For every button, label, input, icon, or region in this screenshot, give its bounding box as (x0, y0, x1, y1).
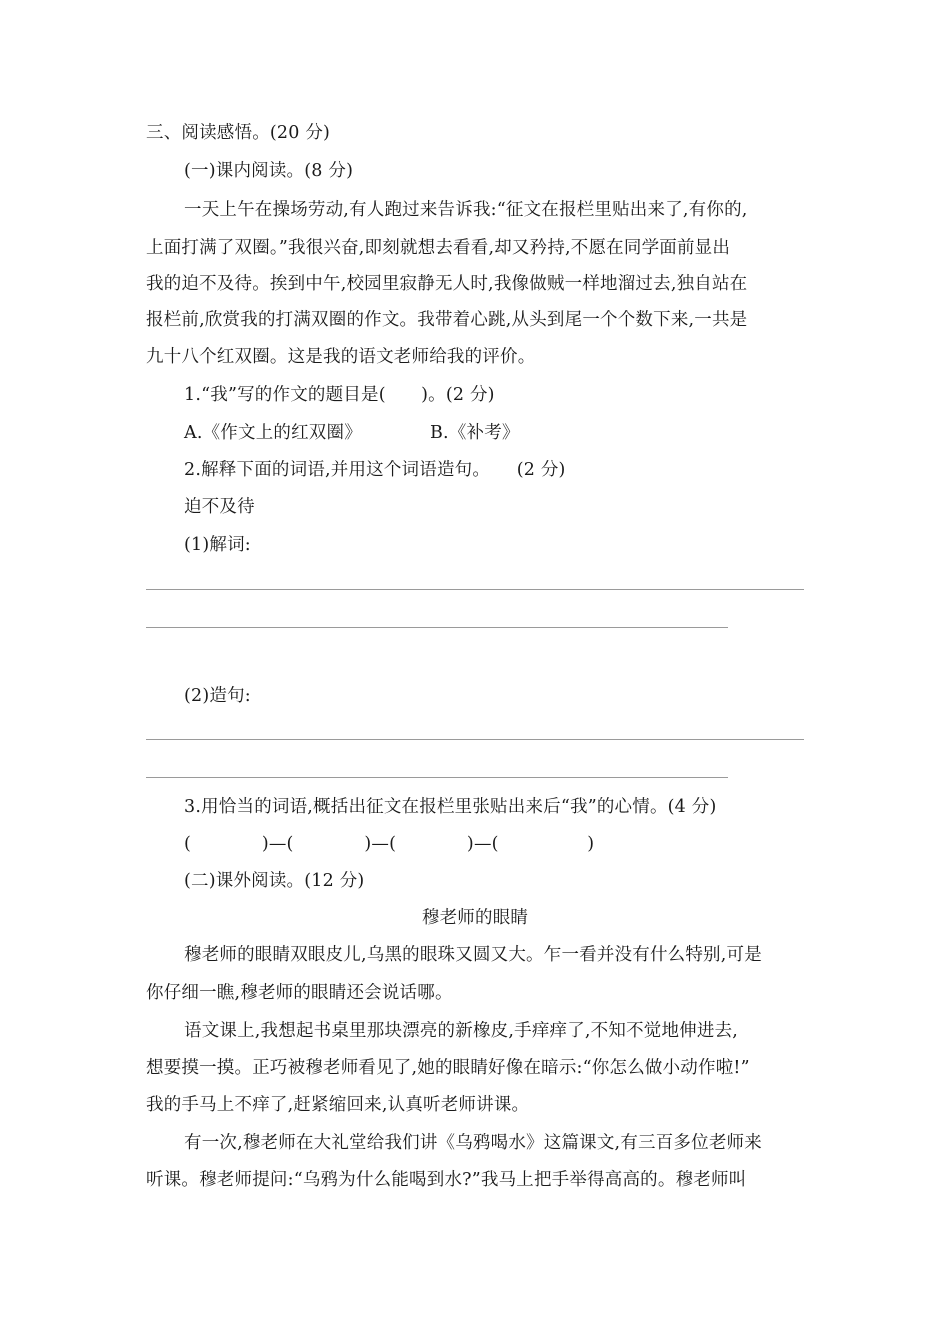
passage-line: 上面打满了双圈。”我很兴奋,即刻就想去看看,却又矜持,不愿在同学面前显出 (146, 238, 731, 258)
question-1-stem: 1.“我”写的作文的题目是( )。(2 分) (184, 385, 495, 405)
sentence-label: (2)造句: (184, 686, 251, 706)
passage-line: 穆老师的眼睛双眼皮儿,乌黑的眼珠又圆又大。乍一看并没有什么特别,可是 (184, 945, 762, 965)
section-heading: 三、阅读感悟。(20 分) (146, 123, 331, 143)
passage-line: 我的迫不及待。挨到中午,校园里寂静无人时,我像做贼一样地溜过去,独自站在 (146, 274, 748, 294)
answer-line[interactable] (146, 777, 728, 778)
question-2-stem: 2.解释下面的词语,并用这个词语造句。 (2 分) (184, 460, 566, 480)
passage-line: 听课。穆老师提问:“乌鸦为什么能喝到水?”我马上把手举得高高的。穆老师叫 (146, 1170, 747, 1190)
part-two-heading: (二)课外阅读。(12 分) (184, 871, 365, 891)
passage-line: 我的手马上不痒了,赶紧缩回来,认真听老师讲课。 (146, 1095, 530, 1115)
passage-line: 你仔细一瞧,穆老师的眼睛还会说话哪。 (146, 983, 453, 1003)
answer-line[interactable] (146, 589, 804, 590)
passage-line: 报栏前,欣赏我的打满双圈的作文。我带着心跳,从头到尾一个个数下来,一共是 (146, 310, 748, 330)
question-3-stem: 3.用恰当的词语,概括出征文在报栏里张贴出来后“我”的心情。(4 分) (184, 797, 717, 817)
passage-line: 一天上午在操场劳动,有人跑过来告诉我:“征文在报栏里贴出来了,有你的, (184, 200, 748, 220)
question-2-word: 迫不及待 (184, 497, 255, 517)
question-3-blanks[interactable]: ( )—( )—( )—( ) (184, 834, 595, 854)
question-1-option-a: A.《作文上的红双圈》 (184, 423, 362, 443)
answer-line[interactable] (146, 627, 728, 628)
answer-line[interactable] (146, 739, 804, 740)
passage-line: 想要摸一摸。正巧被穆老师看见了,她的眼睛好像在暗示:“你怎么做小动作啦!” (146, 1058, 750, 1078)
article-title: 穆老师的眼睛 (421, 908, 529, 928)
part-one-heading: (一)课内阅读。(8 分) (184, 161, 354, 181)
passage-line: 语文课上,我想起书桌里那块漂亮的新橡皮,手痒痒了,不知不觉地伸进去, (184, 1021, 739, 1041)
explain-label: (1)解词: (184, 535, 251, 555)
passage-line: 九十八个红双圈。这是我的语文老师给我的评价。 (146, 347, 536, 367)
question-1-option-b: B.《补考》 (430, 423, 520, 443)
passage-line: 有一次,穆老师在大礼堂给我们讲《乌鸦喝水》这篇课文,有三百多位老师来 (184, 1133, 762, 1153)
